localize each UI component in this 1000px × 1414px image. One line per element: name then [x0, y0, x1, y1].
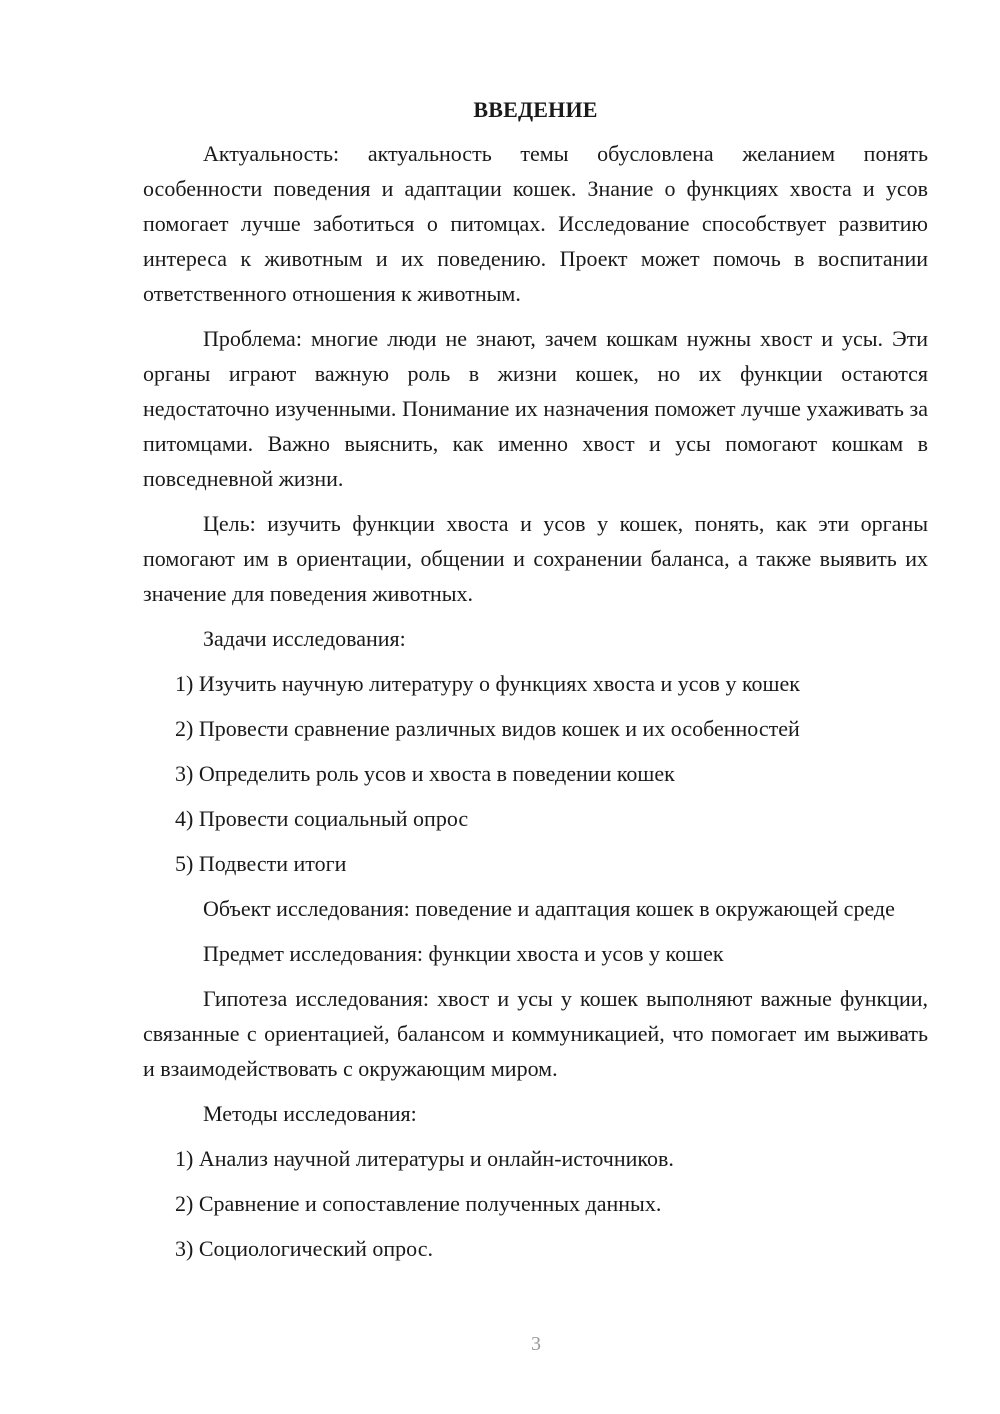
list-item: 3) Социологический опрос.: [175, 1236, 433, 1261]
list-item: 5) Подвести итоги: [175, 851, 347, 876]
subject-paragraph: Предмет исследования: функции хвоста и усов у кошек: [203, 941, 724, 966]
list-item: 1) Анализ научной литературы и онлайн-источников.: [175, 1146, 674, 1171]
list-item: 4) Провести социальный опрос: [175, 806, 469, 831]
object-paragraph: Объект исследования: поведение и адаптация кошек в окружающей среде: [203, 896, 895, 921]
tasks-list: [143, 666, 928, 881]
list-item: 2) Провести сравнение различных видов кошек и их особенностей: [175, 716, 800, 741]
methods-list: [143, 1141, 928, 1266]
list-item: 2) Сравнение и сопоставление полученных данных.: [175, 1191, 662, 1216]
list-item: 1) Изучить научную литературу о функциях хвоста и усов у кошек: [175, 671, 800, 696]
list-item: 3) Определить роль усов и хвоста в поведении кошек: [175, 761, 675, 786]
relevance-paragraph: Актуальность: актуальность темы обусловлена желанием понять особенности поведения и адаптации кошек. Знание о функциях хвоста и усов помогает лучше заботиться о питомцах. Исследование способствует развитию интереса к животным и их поведению. Проект может помочь в воспитании ответственного отношения к животным.: [143, 141, 928, 306]
page-number: 3: [531, 1333, 541, 1355]
document-page: [143, 94, 928, 1276]
methods-label: Методы исследования:: [203, 1101, 417, 1126]
tasks-label: Задачи исследования:: [203, 626, 406, 651]
problem-paragraph: Проблема: многие люди не знают, зачем кошкам нужны хвост и усы. Эти органы играют важную роль в жизни кошек, но их функции остаются недостаточно изученными. Понимание их назначения поможет лучше ухаживать за питомцами. Важно выяснить, как именно хвост и усы помогают кошкам в повседневной жизни.: [143, 326, 928, 491]
section-title: ВВЕДЕНИЕ: [473, 97, 598, 122]
hypothesis-paragraph: Гипотеза исследования: хвост и усы у кошек выполняют важные функции, связанные с ориентацией, балансом и коммуникацией, что помогает им выживать и взаимодействовать с окружающим миром.: [143, 986, 928, 1081]
goal-paragraph: Цель: изучить функции хвоста и усов у кошек, понять, как эти органы помогают им в ориентации, общении и сохранении баланса, а также выявить их значение для поведения животных.: [143, 511, 928, 606]
